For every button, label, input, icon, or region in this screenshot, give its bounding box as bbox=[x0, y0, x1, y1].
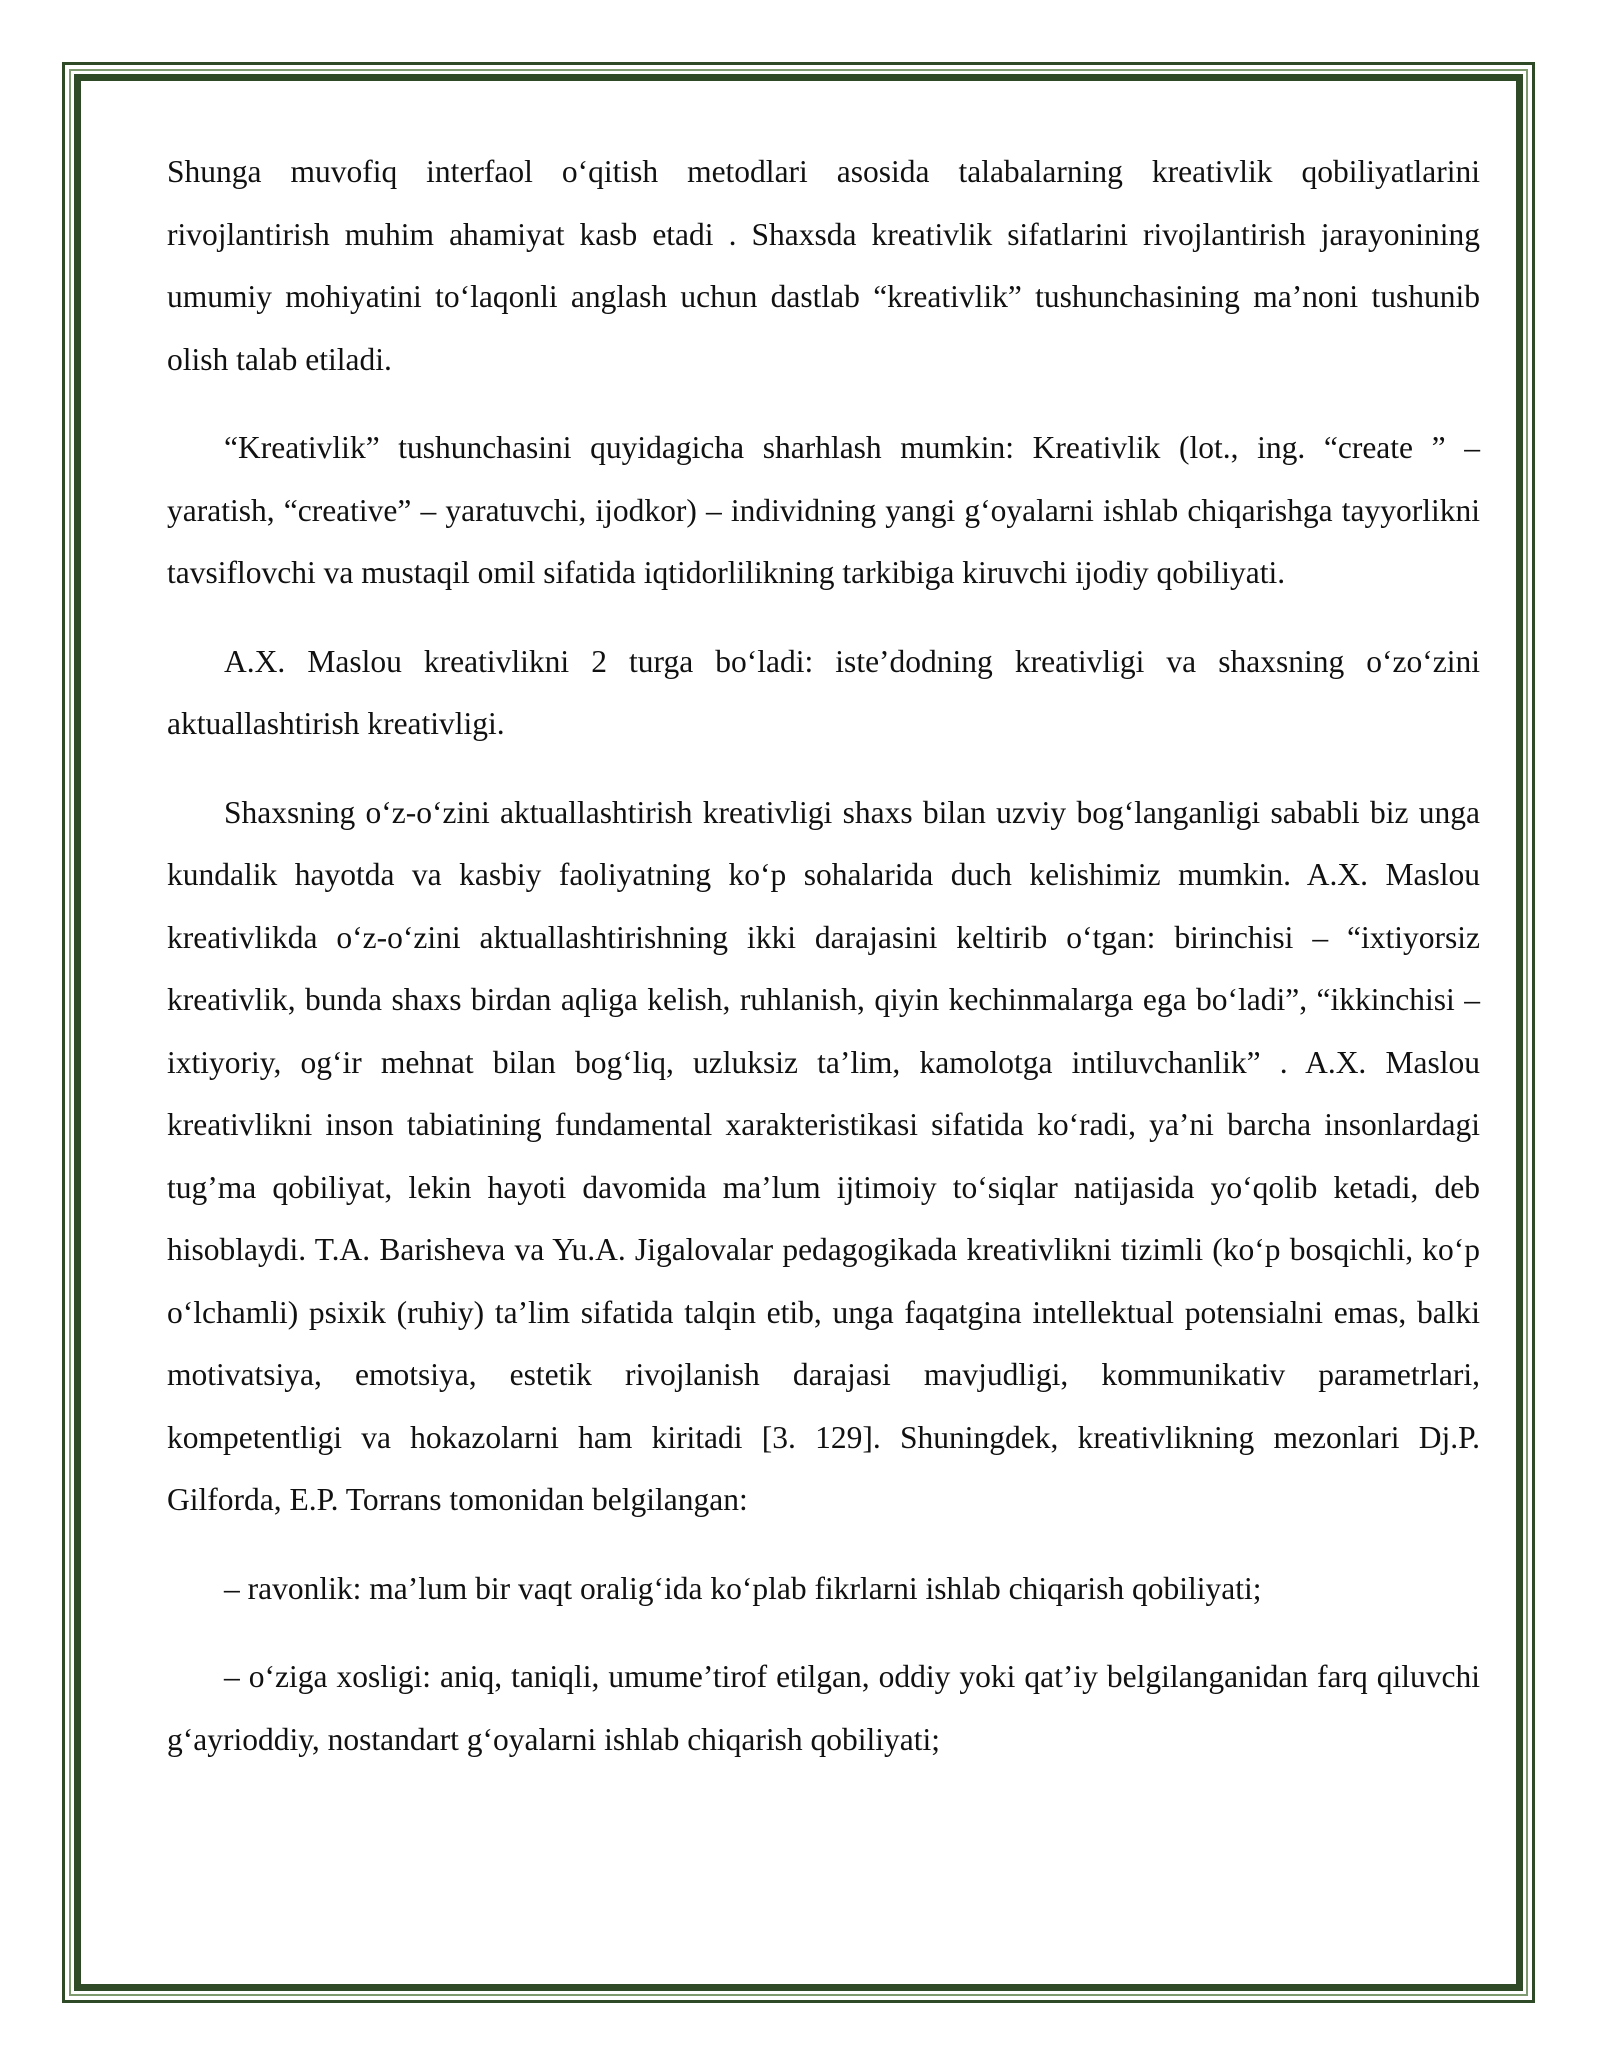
paragraph-intro: Shunga muvofiq interfaol o‘qitish metodlari asosida talabalarning kreativlik qobiliyatlarini rivojlantirish muhim ahamiyat kasb etadi . Shaxsda kreativlik sifatlarini rivojlantirish jarayonining umumiy mohiyatini to‘laqonli anglash uchun dastlab “kreativlik” tushunchasining ma’noni tushunib olish talab etiladi. bbox=[167, 154, 1480, 377]
paragraph-definition: “Kreativlik” tushunchasini quyidagicha sharhlash mumkin: Kreativlik (lot., ing. “create ” – yaratish, “creative” – yaratuvchi, ijodkor) – individning yangi g‘oyalarni ishlab chiqarishga tayyorlikni tavsiflovchi va mustaqil omil sifatida iqtidorlilikning tarkibiga kiruvchi ijodiy qobiliyati. bbox=[167, 430, 1480, 590]
paragraph-maslou-types: A.X. Maslou kreativlikni 2 turga bo‘ladi: iste’dodning kreativligi va shaxsning o‘zo‘zini aktuallashtirish kreativligi. bbox=[167, 643, 1480, 741]
list-item-fluency: – ravonlik: ma’lum bir vaqt oralig‘ida ko‘plab fikrlarni ishlab chiqarish qobiliyati; bbox=[224, 1570, 1262, 1606]
document-body bbox=[167, 141, 1480, 1797]
list-item-originality: – o‘ziga xosligi: aniq, taniqli, umume’tirof etilgan, oddiy yoki qat’iy belgilanganidan farq qiluvchi g‘ayrioddiy, nostandart g‘oyalarni ishlab chiqarish qobiliyati; bbox=[167, 1659, 1480, 1757]
paragraph-self-actualization: Shaxsning o‘z-o‘zini aktuallashtirish kreativligi shaxs bilan uzviy bog‘langanligi sababli biz unga kundalik hayotda va kasbiy faoliyatning ko‘p sohalarida duch kelishimiz mumkin. A.X. Maslou kreativlikda o‘z-o‘zini aktuallashtirishning ikki darajasini keltirib o‘tgan: birinchisi – “ixtiyorsiz kreativlik, bunda shaxs birdan aqliga kelish, ruhlanish, qiyin kechinmalarga ega bo‘ladi”, “ikkinchisi – ixtiyoriy, og‘ir mehnat bilan bog‘liq, uzluksiz ta’lim, kamolotga intiluvchanlik” . A.X. Maslou kreativlikni inson tabiatining fundamental xarakteristikasi sifatida ko‘radi, ya’ni barcha insonlardagi tug’ma qobiliyat, lekin hayoti davomida ma’lum ijtimoiy to‘siqlar natijasida yo‘qolib ketadi, deb hisoblaydi. T.A. Barisheva va Yu.A. Jigalovalar pedagogikada kreativlikni tizimli (ko‘p bosqichli, ko‘p o‘lchamli) psixik (ruhiy) ta’lim sifatida talqin etib, unga faqatgina intellektual potensialni emas, balki motivatsiya, emotsiya, estetik rivojlanish darajasi mavjudligi, kommunikativ parametrlari, kompetentligi va hokazolarni ham kiritadi [3. 129]. Shuningdek, kreativlikning mezonlari Dj.P. Gilforda, E.P. Torrans tomonidan belgilangan: bbox=[167, 794, 1480, 1517]
